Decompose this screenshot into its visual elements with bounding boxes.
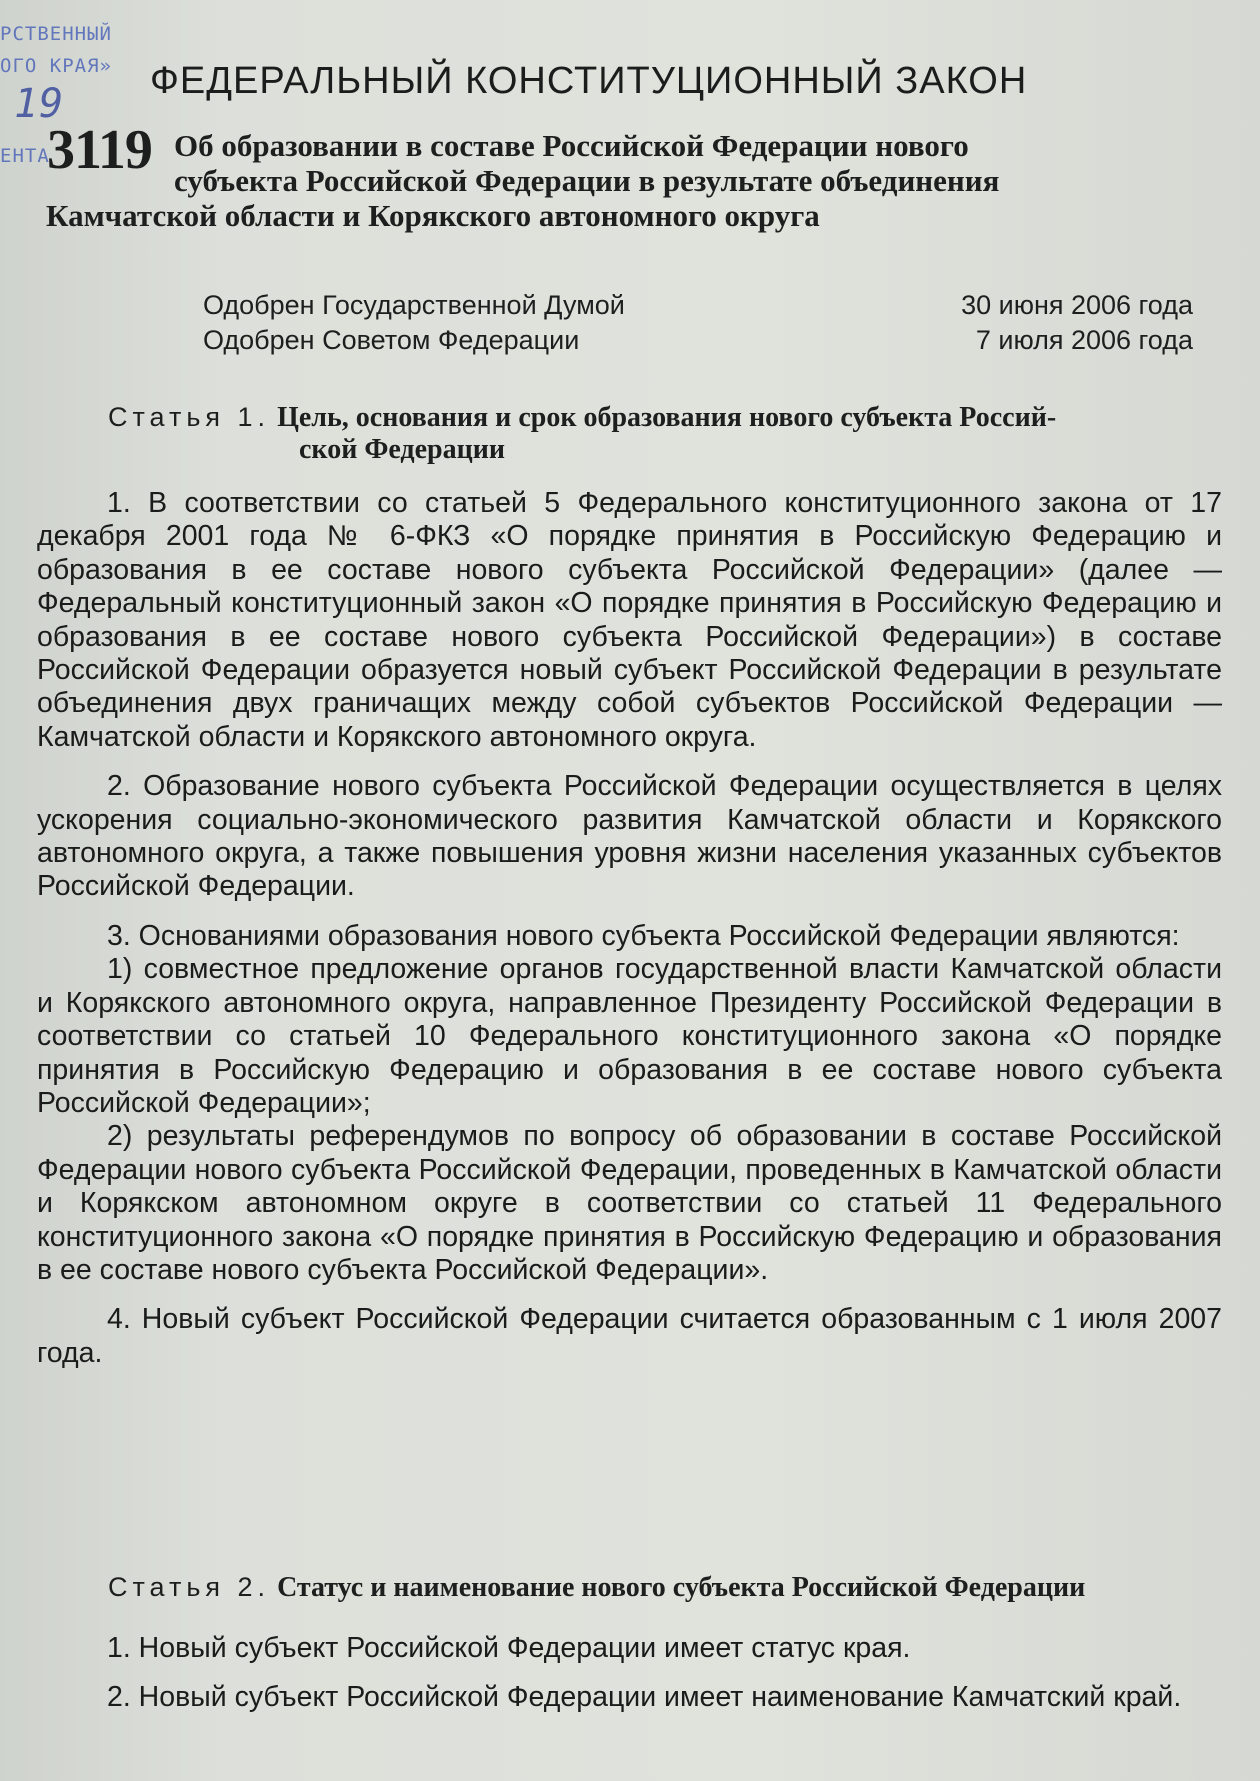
stamp-line: ЕНТА (0, 145, 50, 167)
paragraph: 1. В соответствии со статьей 5 Федерального конституционного закона от 17 декабря 2001 года № 6-ФКЗ «О порядке принятия в Российскую Федерацию и образования в ее составе нового субъекта Российской Федерации» (далее — Федеральный конституционный закон «О порядке принятия в Российскую Федерацию и образования в ее составе нового субъекта Российской Федерации») в составе Российской Федерации образуется новый субъект Российской Федерации в результате объединения двух граничащих между собой субъектов Российской Федерации — Камчатской области и Корякского автономного округа. (37, 487, 1222, 753)
law-title-line: Об образовании в составе Российской Федерации нового (174, 128, 969, 163)
paragraph: 3. Основаниями образования нового субъекта Российской Федерации являются: (107, 919, 1180, 952)
article-2-body (37, 1632, 1222, 1715)
paragraph: 4. Новый субъект Российской Федерации считается образованным с 1 июля 2007 года. (37, 1303, 1222, 1369)
law-title-line: субъекта Российской Федерации в результате объединения (174, 163, 1000, 198)
article-title: Статус и наименование нового субъекта Российской Федерации (277, 1572, 1086, 1603)
approval-date: 7 июля 2006 года (975, 325, 1193, 355)
approval-row (203, 323, 1193, 358)
article-title-cont: ской Федерации (299, 434, 505, 465)
stamp-line: РСТВЕННЫЙ (0, 23, 112, 45)
article-2-heading (46, 1571, 1206, 1604)
paragraph: 2) результаты референдумов по вопросу об образовании в составе Российской Федерации нового субъекта Российской Федерации, проведенных в Камчатской области и Корякском автономном округе в соответствии со статьей 11 Федерального конституционного закона «О порядке принятия в Российскую Федерацию и образования в ее составе нового субъекта Российской Федерации». (37, 1120, 1222, 1286)
article-title: Цель, основания и срок образования нового субъекта Россий- (277, 402, 1057, 433)
law-title-line: Камчатской области и Корякского автономного округа (46, 198, 820, 233)
law-number: 3119 (47, 119, 152, 181)
article-1-body (37, 487, 1222, 1370)
paragraph: 1. Новый субъект Российской Федерации имеет статус края. (107, 1632, 911, 1664)
paragraph: 2. Новый субъект Российской Федерации имеет наименование Камчатский край. (107, 1681, 1182, 1714)
approval-block (203, 288, 1193, 358)
handwritten-mark: 19 (14, 81, 65, 127)
law-type-heading: ФЕДЕРАЛЬНЫЙ КОНСТИТУЦИОННЫЙ ЗАКОН (150, 60, 1028, 102)
approval-body: Одобрен Советом Федерации (203, 325, 580, 355)
article-1-heading (46, 401, 1206, 466)
article-label: Статья 2. (108, 1572, 271, 1602)
approval-body: Одобрен Государственной Думой (203, 290, 625, 320)
stamp-line: ОГО КРАЯ» (0, 55, 112, 77)
paragraph: 2. Образование нового субъекта Российской Федерации осуществляется в целях ускорения социально-экономического развития Камчатской области и Корякского автономного округа, а также повышения уровня жизни населения указанных субъектов Российской Федерации. (37, 770, 1222, 903)
article-label: Статья 1. (108, 402, 271, 432)
approval-date: 30 июня 2006 года (961, 290, 1193, 320)
approval-row (203, 288, 1193, 323)
law-title (46, 128, 1186, 233)
paragraph: 1) совместное предложение органов государственной власти Камчатской области и Корякского автономного округа, направленное Президенту Российской Федерации в соответствии со статьей 10 Федерального конституционного закона «О порядке принятия в Российскую Федерацию и образования в ее составе нового субъекта Российской Федерации»; (37, 953, 1222, 1119)
